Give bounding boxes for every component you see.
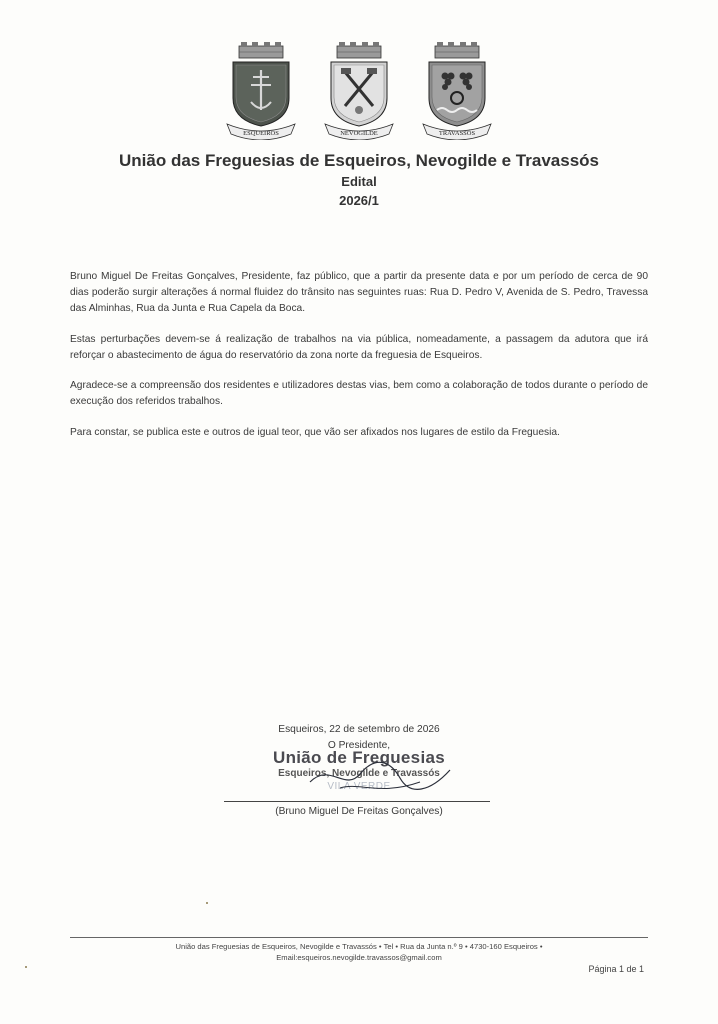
crest-nevogilde [317,40,401,140]
paragraph: Agradece-se a compreensão dos residentes e utilizadores destas vias, bem como a colaboração de todos durante o período de execução dos referidos trabalhos. [70,380,648,407]
footer-divider [70,937,648,938]
stamp-location: VILA VERDE [327,781,391,792]
paragraph: Bruno Miguel De Freitas Gonçalves, Presidente, faz público, que a partir da presente data e por um período de cerca de 90 dias poderão surgir alterações á normal fluidez do trânsito nas seguintes ruas: Rua D. Pedro V, Avenida de S. Pedro, Travessa das Alminhas, Rua da Junta e Rua Capela da Boca. [70,271,648,314]
document-type: Edital [341,174,377,189]
paragraph: Para constar, se publica este e outros de igual teor, que vão ser afixados nos lugares de estilo da Freguesia. [70,427,560,438]
crest-esqueiros-label: ESQUEIROS [243,130,279,137]
paragraph: Estas perturbações devem-se á realização de trabalhos na via pública, nomeadamente, a passagem da adutora que irá reforçar o abastecimento de água do reservatório da zona norte da freguesia de Esqueiros. [70,334,648,361]
crest-travassos-icon [415,40,499,140]
scan-speck [206,902,208,904]
handwritten-signature [300,752,460,802]
crest-esqueiros-icon [219,40,303,140]
scan-speck [25,966,27,968]
place-date: Esqueiros, 22 de setembro de 2026 [278,724,440,735]
crest-nevogilde-icon [317,40,401,140]
stamp-title: União de Freguesias [273,748,445,767]
signatory-name: (Bruno Miguel De Freitas Gonçalves) [275,806,443,817]
crest-travassos-label: TRAVASSÓS [438,130,476,137]
crest-travassos [415,40,499,140]
document-number: 2026/1 [339,193,379,208]
document-title: União das Freguesias de Esqueiros, Nevogilde e Travassós [119,151,599,170]
page-number: Página 1 de 1 [588,964,644,974]
footer-email: Email:esqueiros.nevogilde.travassos@gmail.com [276,953,442,962]
crest-esqueiros [219,40,303,140]
crest-nevogilde-label: NEVOGILDE [340,130,378,137]
footer-address: União das Freguesias de Esqueiros, Nevogilde e Travassós • Tel • Rua da Junta n.º 9 • 4730-160 Esqueiros • [175,942,543,951]
signature-line [224,801,490,802]
signatory-role: O Presidente, [327,740,391,751]
coats-of-arms [0,40,718,140]
stamp-subtitle: Esqueiros, Nevogilde e Travassós [278,768,440,779]
